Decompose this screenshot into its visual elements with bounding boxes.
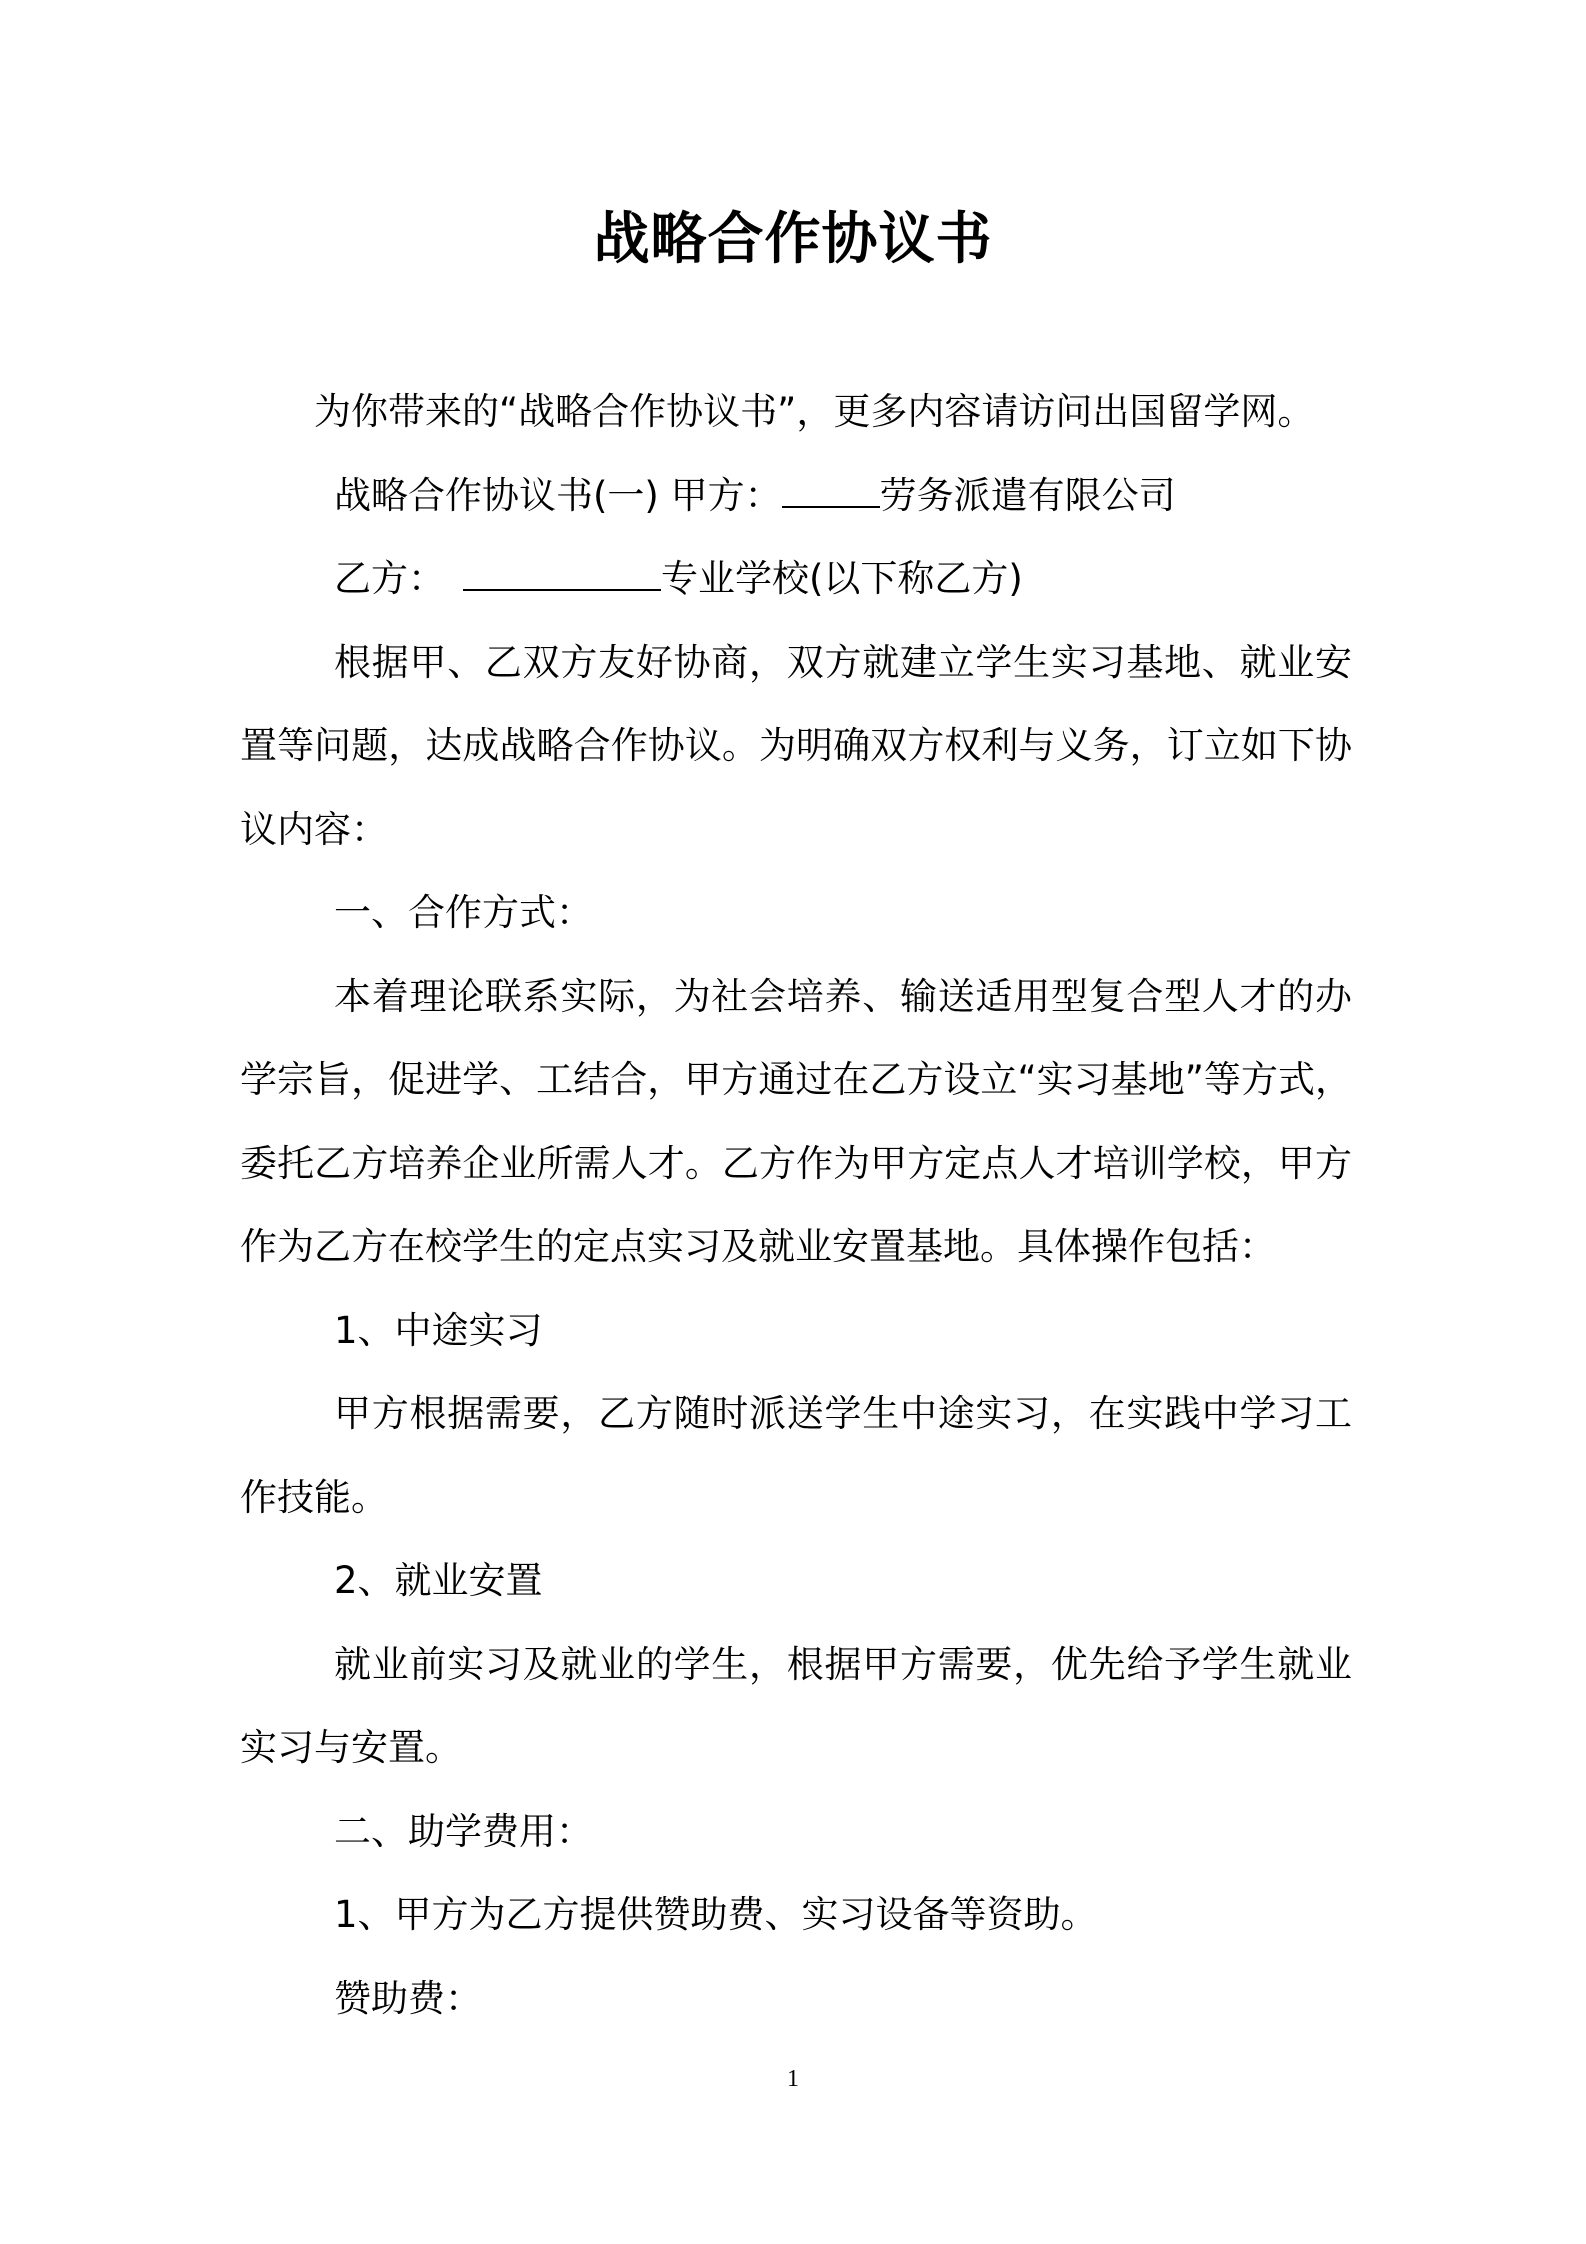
paragraph-cooperation-detail: 本着理论联系实际，为社会培养、输送适用型复合型人才的办学宗旨，促进学、工结合，甲方通过在乙方设立“实习基地”等方式，委托乙方培养企业所需人才。乙方作为甲方定点人才培训学校，甲方作为乙方在校学生的定点实习及就业安置基地。具体操作包括： bbox=[240, 974, 1352, 1268]
party-b-blank bbox=[463, 555, 661, 591]
paragraph-preamble: 根据甲、乙双方友好协商，双方就建立学生实习基地、就业安置等问题，达成战略合作协议。为明确双方权利与义务，订立如下协议内容： bbox=[240, 640, 1352, 851]
party-b-suffix: 专业学校(以下称乙方) bbox=[661, 557, 1023, 600]
party-a-blank bbox=[782, 472, 880, 508]
page-number: 1 bbox=[787, 2066, 799, 2092]
subheading-midway-internship: 1、中途实习 bbox=[334, 1308, 543, 1352]
document-title: 战略合作协议书 bbox=[593, 207, 993, 272]
party-a-line bbox=[240, 454, 1352, 538]
document-body bbox=[240, 370, 1352, 2040]
subheading-employment-placement: 2、就业安置 bbox=[334, 1559, 543, 1602]
heading-tuition-assistance: 二、助学费用： bbox=[334, 1809, 593, 1853]
paragraph-midway-internship: 甲方根据需要，乙方随时派送学生中途实习，在实践中学习工作技能。 bbox=[240, 1392, 1352, 1519]
label-sponsorship-fee: 赞助费： bbox=[334, 1976, 482, 2020]
paragraph-sponsorship: 1、甲方为乙方提供赞助费、实习设备等资助。 bbox=[334, 1893, 1098, 1936]
party-a-suffix: 劳务派遣有限公司 bbox=[879, 473, 1176, 517]
party-b-prefix: 乙方： bbox=[334, 557, 445, 600]
party-b-line bbox=[240, 537, 1352, 621]
heading-cooperation-mode: 一、合作方式： bbox=[334, 891, 593, 934]
paragraph-employment-placement: 就业前实习及就业的学生，根据甲方需要，优先给予学生就业实习与安置。 bbox=[240, 1642, 1352, 1769]
intro-paragraph: 为你带来的“战略合作协议书”，更多内容请访问出国留学网。 bbox=[314, 390, 1315, 433]
party-a-prefix: 战略合作协议书(一) 甲方： bbox=[334, 473, 782, 517]
